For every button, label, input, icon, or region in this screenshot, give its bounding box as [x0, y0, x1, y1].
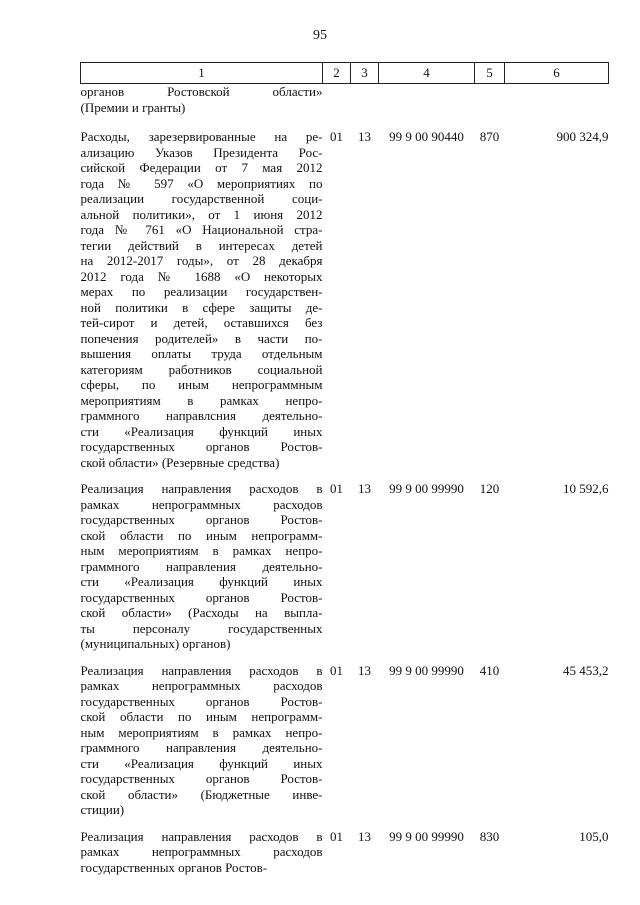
description-line: альной политики», от 1 июня 2012	[80, 206, 323, 222]
description-line: Расходы, зарезервированные на ре-	[80, 129, 323, 144]
description-line: сферы, по иным непрограммным	[80, 377, 323, 392]
description-line: ской области» (Бюджетные инве-	[80, 786, 323, 802]
column-header: 4	[379, 63, 475, 84]
description-line: стиции)	[80, 802, 125, 817]
section-code: 01	[330, 481, 343, 496]
expense-type-code	[475, 84, 505, 130]
table-row	[81, 481, 609, 663]
description-line: (муниципальных) органов)	[80, 636, 231, 651]
row-description	[81, 663, 323, 829]
expense-type-code: 410	[479, 662, 500, 678]
subsection-code: 13	[358, 129, 371, 144]
column-header: 1	[81, 63, 323, 84]
target-article-code: 99 9 00 99990	[389, 481, 464, 496]
description-line: государственных органов Ростов-	[80, 512, 323, 527]
description-line: граммного направления деятельно-	[80, 740, 323, 755]
description-line: ской области по иным непрограмм-	[80, 527, 323, 543]
page-number: 95	[313, 28, 327, 43]
description-line: государственных органов Ростов-	[80, 589, 323, 605]
description-line: Реализация направления расходов в	[80, 481, 323, 496]
target-article-code	[379, 84, 475, 130]
table-header-row	[81, 63, 609, 84]
description-line: граммного направлсния деятельно-	[80, 408, 323, 423]
amount: 105,0	[579, 828, 609, 844]
table-row	[81, 129, 609, 481]
description-line: граммного направления деятельно-	[80, 558, 323, 574]
description-line: вышения оплаты труда отдельным	[80, 346, 323, 361]
description-line: ализацию Указов Президента Рос-	[80, 144, 323, 160]
target-article-code: 99 9 00 99990	[389, 828, 464, 844]
description-line: года № 761 «О Национальной стра-	[80, 222, 323, 237]
table-row	[81, 84, 609, 130]
subsection-code: 13	[358, 481, 371, 496]
column-header: 5	[475, 63, 505, 84]
description-line: мерах по реализации государствен-	[80, 284, 323, 299]
description-line: сти «Реализация функций иных	[80, 755, 323, 771]
description-line: сти «Реализация функций иных	[80, 574, 323, 589]
description-line: ской области» (Резервные средства)	[80, 454, 280, 470]
description-line: ты персоналу государственных	[80, 620, 323, 636]
amount	[505, 84, 609, 130]
table-row	[81, 663, 609, 829]
amount: 900 324,9	[556, 129, 609, 144]
description-line: тегии действий в интересах детей	[80, 237, 323, 253]
target-article-code: 99 9 00 99990	[389, 662, 464, 678]
description-line: государственных органов Ростов-	[80, 439, 323, 454]
description-line: мероприятиям в рамках непро-	[80, 392, 323, 408]
description-line: на 2012-2017 годы», от 28 декабря	[80, 253, 323, 268]
subsection-code: 13	[358, 828, 371, 844]
row-description	[81, 829, 323, 887]
section-code: 01	[330, 662, 343, 678]
amount: 10 592,6	[563, 481, 609, 496]
section-code: 01	[330, 828, 343, 844]
description-line: ской области по иным непрограмм-	[80, 709, 323, 724]
description-line: рамках непрограммных расходов	[80, 844, 323, 859]
description-line: ным мероприятиям в рамках непро-	[80, 543, 323, 558]
expense-type-code: 870	[479, 129, 500, 144]
description-line: ной политики в сфере защиты де-	[80, 299, 323, 315]
description-line: Реализация направления расходов в	[80, 662, 323, 678]
description-line: сти «Реализация функций иных	[80, 423, 323, 439]
description-line: года № 597 «О мероприятиях по	[80, 175, 323, 191]
description-line: (Премии и гранты)	[80, 99, 186, 115]
description-line: категориям работников социальной	[80, 361, 323, 377]
section-code: 01	[330, 129, 343, 144]
table-body	[81, 84, 609, 887]
column-header: 6	[505, 63, 609, 84]
budget-table	[80, 62, 609, 886]
description-line: Реализация направления расходов в	[80, 828, 323, 844]
description-line: рамках непрограммных расходов	[80, 496, 323, 512]
description-line: реализации государственной соци-	[80, 191, 323, 206]
column-header: 3	[351, 63, 379, 84]
description-line: государственных органов Ростов-	[80, 859, 268, 875]
row-description	[81, 481, 323, 663]
description-line: ской области» (Расходы на выпла-	[80, 605, 323, 620]
description-line: органов Ростовской области»	[80, 84, 323, 99]
amount: 45 453,2	[563, 662, 609, 678]
description-line: тей-сирот и детей, оставшихся без	[80, 315, 323, 330]
column-header: 2	[323, 63, 351, 84]
description-line: 2012 года № 1688 «О некоторых	[80, 268, 323, 284]
description-line: попечения родителей» в части по-	[80, 330, 323, 346]
description-line: ным мероприятиям в рамках непро-	[80, 724, 323, 740]
description-line: государственных органов Ростов-	[80, 771, 323, 786]
target-article-code: 99 9 00 90440	[389, 129, 464, 144]
section-code	[323, 84, 351, 130]
subsection-code: 13	[358, 662, 371, 678]
subsection-code	[351, 84, 379, 130]
description-line: рамках непрограммных расходов	[80, 678, 323, 693]
table-row	[81, 829, 609, 887]
row-description	[81, 84, 323, 130]
row-description	[81, 129, 323, 481]
expense-type-code: 120	[479, 481, 500, 496]
description-line: государственных органов Ростов-	[80, 693, 323, 709]
description-line: сийской Федерации от 7 мая 2012	[80, 160, 323, 175]
expense-type-code: 830	[479, 828, 500, 844]
